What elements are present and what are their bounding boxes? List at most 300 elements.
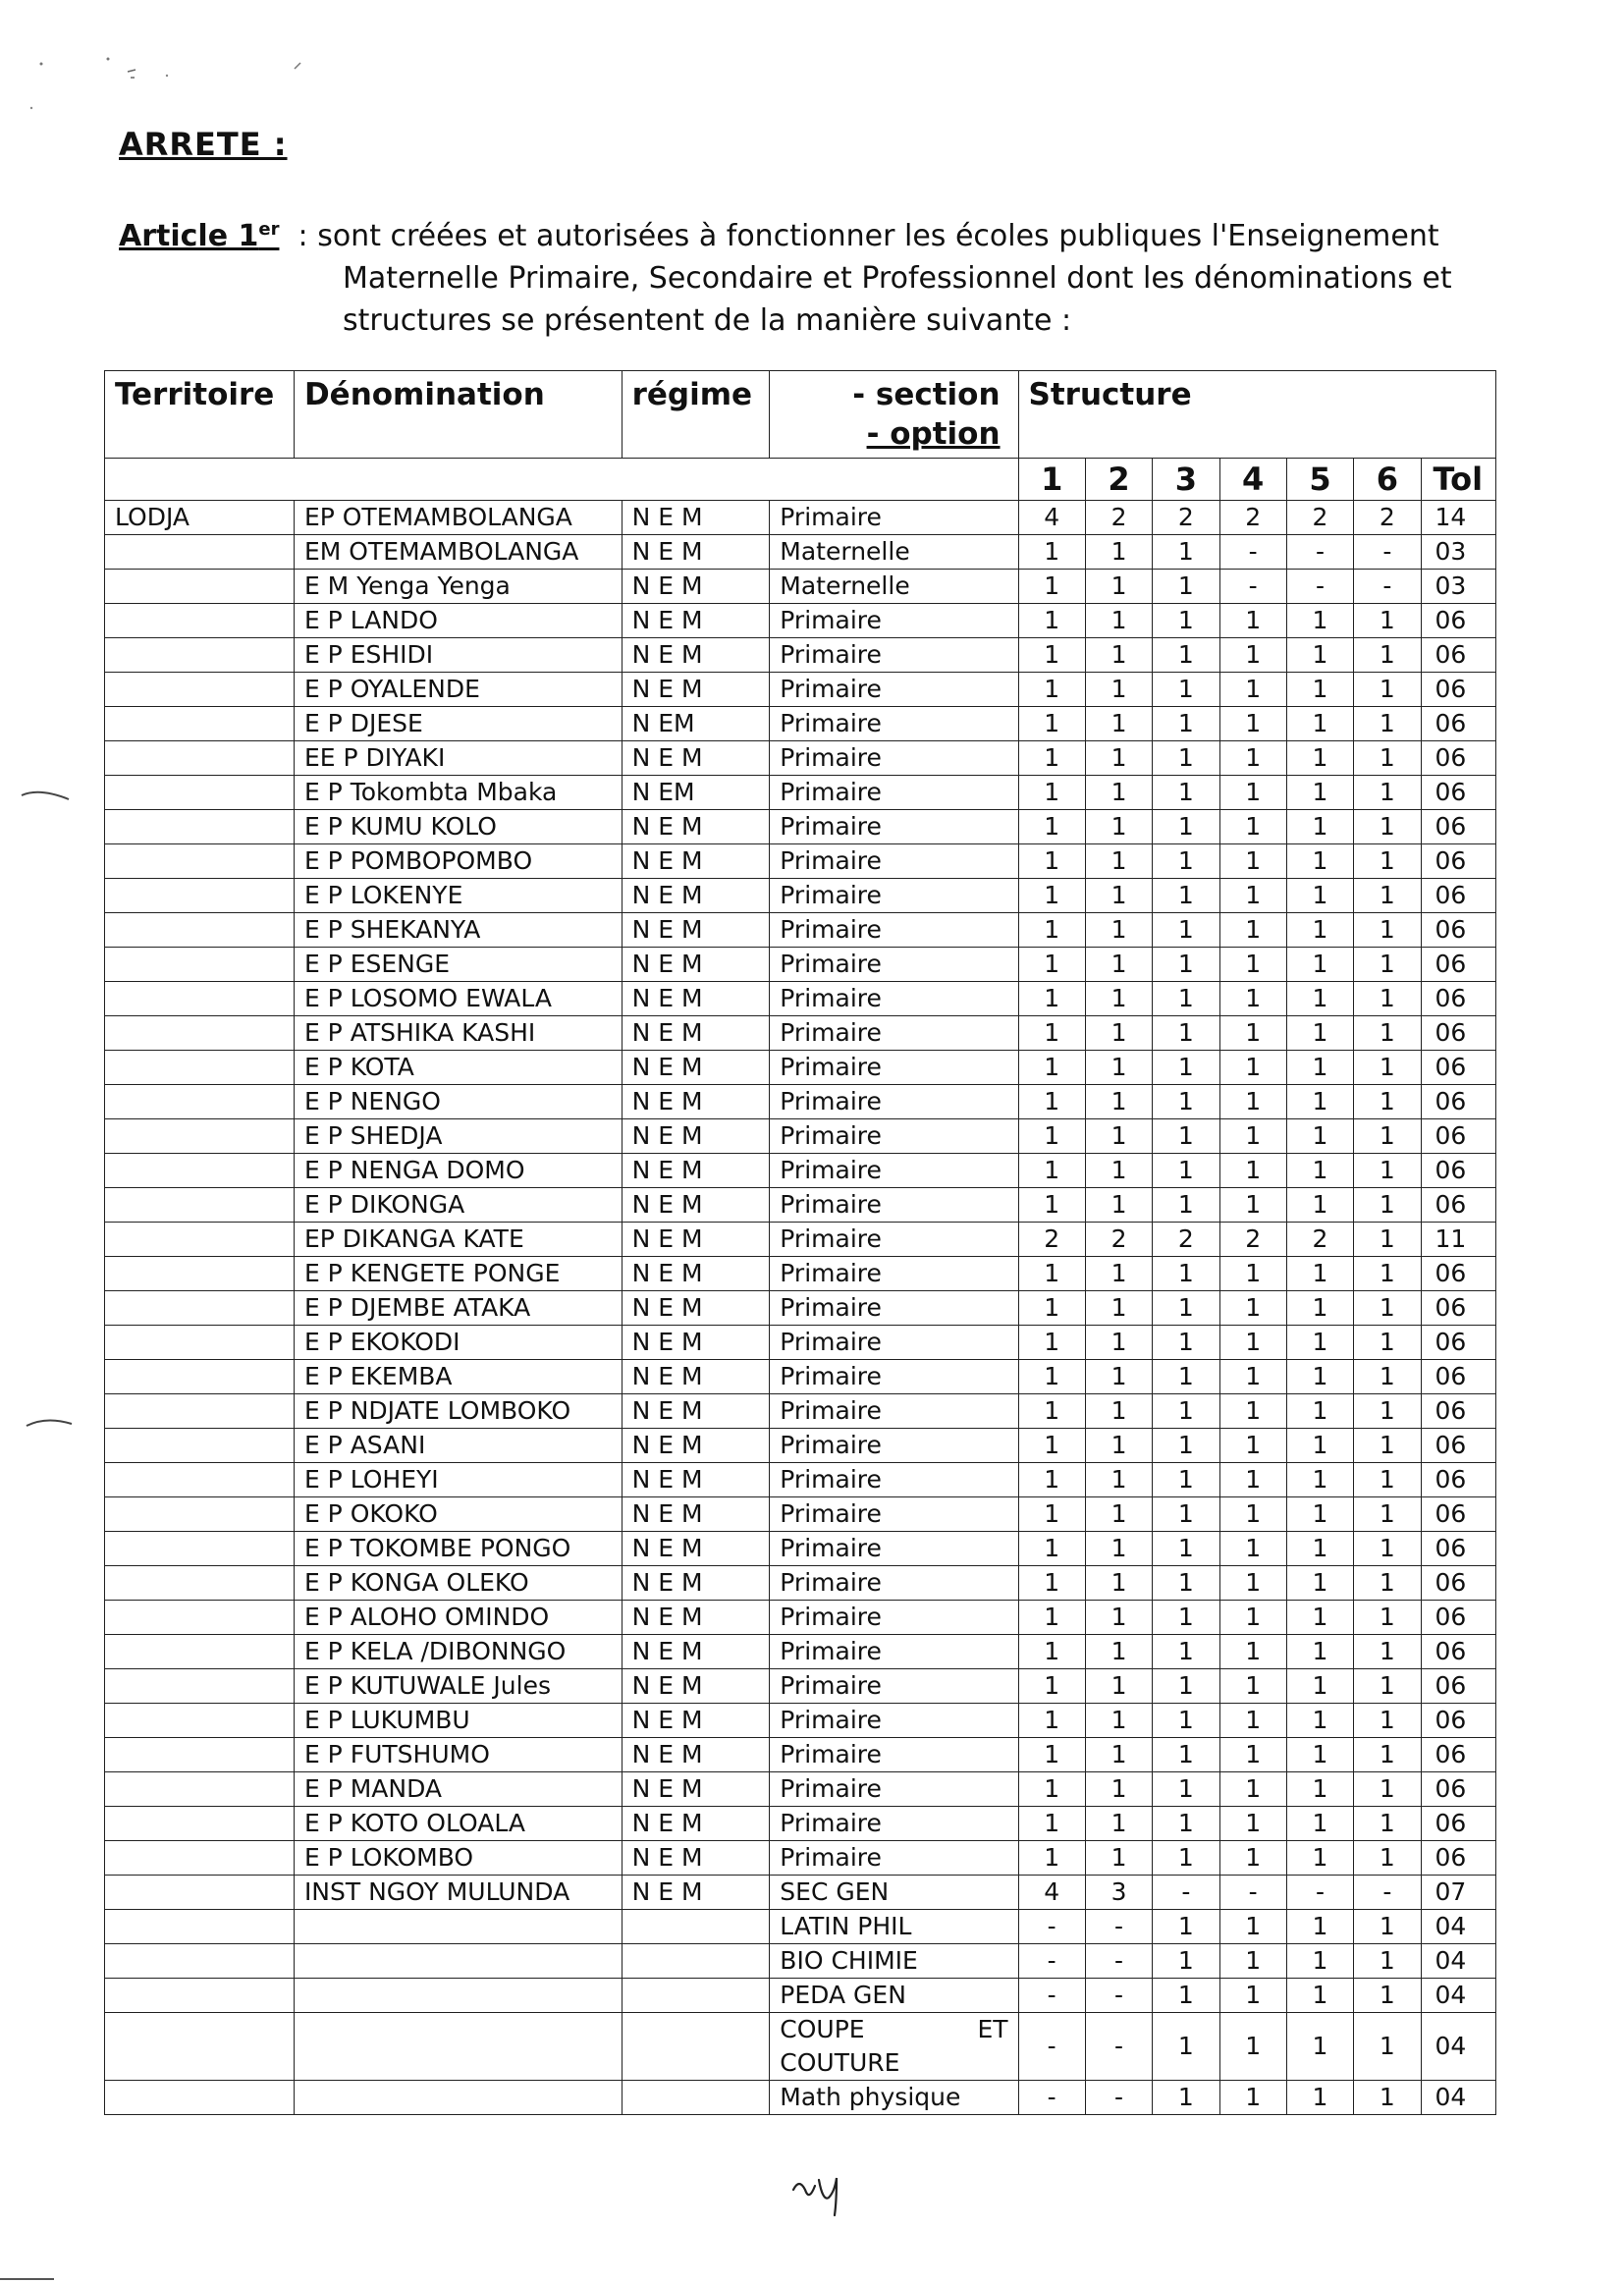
cell-structure-1: 1 [1018,1326,1085,1360]
cell-structure-5: 2 [1286,1223,1353,1257]
cell-structure-6: 1 [1354,1601,1421,1635]
cell-structure-2: 1 [1085,1188,1152,1223]
cell-regime: N E M [622,1326,770,1360]
cell-structure-5: - [1286,1876,1353,1910]
cell-denomination: E P LOKENYE [294,879,622,913]
cell-territoire [105,1669,295,1704]
cell-structure-6: 1 [1354,638,1421,673]
cell-regime [622,2081,770,2115]
cell-territoire [105,776,295,810]
cell-section: Primaire [770,1154,1018,1188]
table-row [105,1669,1496,1704]
cell-section: Primaire [770,604,1018,638]
cell-regime [622,1979,770,2013]
cell-section: Primaire [770,844,1018,879]
cell-denomination: E P EKEMBA [294,1360,622,1394]
cell-structure-5: 1 [1286,1463,1353,1497]
cell-section: Primaire [770,1360,1018,1394]
cell-denomination [294,1910,622,1944]
table-row [105,673,1496,707]
cell-section: Primaire [770,1463,1018,1497]
cell-structure-4: 1 [1219,1704,1286,1738]
cell-structure-3: 1 [1153,810,1219,844]
cell-structure-1: 1 [1018,982,1085,1016]
cell-structure-5: 1 [1286,1635,1353,1669]
cell-structure-1: 1 [1018,1704,1085,1738]
cell-structure-5: 1 [1286,1738,1353,1772]
cell-regime: N E M [622,1291,770,1326]
cell-structure-6: 1 [1354,1704,1421,1738]
cell-structure-2: 1 [1085,1016,1152,1051]
structure-col-5: 5 [1286,459,1353,501]
cell-structure-6: 1 [1354,913,1421,948]
cell-structure-6: 1 [1354,1738,1421,1772]
cell-structure-4: 1 [1219,810,1286,844]
cell-structure-3: 1 [1153,1016,1219,1051]
table-row [105,844,1496,879]
cell-structure-1: 1 [1018,913,1085,948]
cell-structure-5: 1 [1286,776,1353,810]
cell-total: 06 [1421,1669,1496,1704]
cell-structure-4: 1 [1219,913,1286,948]
cell-regime: N E M [622,1154,770,1188]
cell-structure-2: 1 [1085,879,1152,913]
cell-denomination: E P KOTA [294,1051,622,1085]
cell-structure-1: 1 [1018,1085,1085,1119]
cell-regime: N E M [622,535,770,570]
cell-structure-2: 1 [1085,741,1152,776]
cell-structure-6: 1 [1354,673,1421,707]
cell-structure-3: 1 [1153,1669,1219,1704]
cell-total: 04 [1421,1910,1496,1944]
cell-total: 06 [1421,1188,1496,1223]
cell-total: 06 [1421,1429,1496,1463]
structure-numbers-row [105,459,1496,501]
cell-structure-5: 1 [1286,1841,1353,1876]
cell-structure-3: 1 [1153,879,1219,913]
cell-structure-4: 1 [1219,2081,1286,2115]
table-row [105,1876,1496,1910]
cell-structure-4: 1 [1219,1188,1286,1223]
cell-structure-1: 1 [1018,1188,1085,1223]
cell-regime [622,1944,770,1979]
cell-regime: N E M [622,570,770,604]
cell-denomination: E P KOTO OLOALA [294,1807,622,1841]
cell-structure-1: 1 [1018,1635,1085,1669]
cell-denomination: E P KONGA OLEKO [294,1566,622,1601]
cell-denomination [294,1979,622,2013]
cell-regime: N E M [622,879,770,913]
cell-section: Maternelle [770,570,1018,604]
cell-regime: N E M [622,1016,770,1051]
cell-territoire [105,948,295,982]
cell-total: 04 [1421,2081,1496,2115]
cell-structure-6: 1 [1354,982,1421,1016]
cell-territoire [105,741,295,776]
cell-structure-3: 1 [1153,741,1219,776]
cell-structure-2: 1 [1085,913,1152,948]
cell-structure-3: 1 [1153,1394,1219,1429]
cell-structure-3: 1 [1153,1154,1219,1188]
cell-section: Primaire [770,1807,1018,1841]
cell-structure-5: 1 [1286,1944,1353,1979]
cell-structure-4: 1 [1219,2013,1286,2081]
cell-structure-4: 1 [1219,1772,1286,1807]
cell-territoire [105,1291,295,1326]
cell-regime: N E M [622,1223,770,1257]
cell-structure-2: 1 [1085,844,1152,879]
cell-territoire [105,1910,295,1944]
cell-section: Primaire [770,1291,1018,1326]
cell-section: Primaire [770,1601,1018,1635]
cell-structure-3: 1 [1153,1807,1219,1841]
cell-structure-3: 1 [1153,1188,1219,1223]
cell-structure-6: 1 [1354,1497,1421,1532]
cell-structure-2: 1 [1085,707,1152,741]
cell-structure-4: 1 [1219,1566,1286,1601]
table-row [105,1016,1496,1051]
cell-structure-5: 1 [1286,810,1353,844]
cell-territoire [105,1566,295,1601]
cell-section: Primaire [770,741,1018,776]
cell-structure-2: 2 [1085,501,1152,535]
cell-structure-6: 1 [1354,1532,1421,1566]
cell-structure-5: 2 [1286,501,1353,535]
cell-denomination: E P ASANI [294,1429,622,1463]
table-row [105,2013,1496,2081]
cell-structure-4: 1 [1219,1291,1286,1326]
cell-section: Primaire [770,1085,1018,1119]
cell-section: Primaire [770,1497,1018,1532]
cell-structure-3: 1 [1153,1910,1219,1944]
cell-structure-2: - [1085,1979,1152,2013]
cell-regime: N E M [622,1772,770,1807]
cell-structure-3: 1 [1153,776,1219,810]
cell-denomination: E P SHEDJA [294,1119,622,1154]
cell-denomination [294,1944,622,1979]
cell-structure-6: 1 [1354,707,1421,741]
cell-total: 06 [1421,1326,1496,1360]
cell-structure-6: 1 [1354,1154,1421,1188]
cell-structure-6: 1 [1354,1085,1421,1119]
cell-total: 06 [1421,1497,1496,1532]
cell-denomination: EP DIKANGA KATE [294,1223,622,1257]
cell-structure-6: 1 [1354,1051,1421,1085]
cell-denomination: E P DIKONGA [294,1188,622,1223]
cell-structure-1: 1 [1018,1291,1085,1326]
table-row [105,1291,1496,1326]
cell-structure-2: 1 [1085,1085,1152,1119]
cell-structure-1: 1 [1018,1429,1085,1463]
cell-structure-2: 1 [1085,1360,1152,1394]
cell-denomination: E P NDJATE LOMBOKO [294,1394,622,1429]
cell-total: 04 [1421,1944,1496,1979]
cell-regime: N E M [622,1669,770,1704]
cell-structure-4: - [1219,1876,1286,1910]
cell-section: Maternelle [770,535,1018,570]
cell-section: Primaire [770,1772,1018,1807]
cell-structure-6: 2 [1354,501,1421,535]
cell-structure-3: 1 [1153,2013,1219,2081]
cell-structure-5: 1 [1286,707,1353,741]
cell-denomination: E P KUMU KOLO [294,810,622,844]
table-row [105,1360,1496,1394]
cell-total: 06 [1421,948,1496,982]
cell-structure-5: - [1286,535,1353,570]
cell-total: 06 [1421,1532,1496,1566]
cell-territoire [105,1394,295,1429]
cell-structure-4: 1 [1219,1463,1286,1497]
cell-structure-5: 1 [1286,1601,1353,1635]
cell-regime: N E M [622,1360,770,1394]
footer-line [0,2276,59,2282]
cell-total: 06 [1421,1601,1496,1635]
table-row [105,879,1496,913]
cell-regime: N E M [622,1394,770,1429]
cell-structure-2: 1 [1085,1704,1152,1738]
cell-structure-3: 1 [1153,707,1219,741]
cell-structure-3: 1 [1153,673,1219,707]
cell-structure-1: 1 [1018,1119,1085,1154]
cell-section: LATIN PHIL [770,1910,1018,1944]
cell-structure-2: 1 [1085,570,1152,604]
cell-structure-1: 1 [1018,535,1085,570]
header-territoire: Territoire [105,371,295,459]
cell-structure-1: 1 [1018,1051,1085,1085]
cell-regime: N E M [622,638,770,673]
cell-structure-4: 1 [1219,604,1286,638]
cell-structure-3: 1 [1153,1635,1219,1669]
cell-structure-5: 1 [1286,1016,1353,1051]
table-row [105,1326,1496,1360]
cell-structure-6: - [1354,1876,1421,1910]
cell-structure-2: 1 [1085,638,1152,673]
header-structure: Structure [1018,371,1495,459]
cell-structure-5: 1 [1286,1910,1353,1944]
cell-regime: N E M [622,1257,770,1291]
cell-total: 11 [1421,1223,1496,1257]
cell-territoire [105,1085,295,1119]
cell-territoire [105,1463,295,1497]
cell-structure-3: 1 [1153,1738,1219,1772]
cell-structure-2: 1 [1085,1841,1152,1876]
cell-denomination: E P NENGA DOMO [294,1154,622,1188]
cell-structure-6: 1 [1354,604,1421,638]
cell-regime: N E M [622,1429,770,1463]
cell-structure-6: 1 [1354,1360,1421,1394]
cell-structure-4: 2 [1219,501,1286,535]
cell-section: Primaire [770,501,1018,535]
cell-structure-5: 1 [1286,1394,1353,1429]
cell-structure-6: 1 [1354,1669,1421,1704]
cell-structure-4: 1 [1219,1910,1286,1944]
structure-col-4: 4 [1219,459,1286,501]
cell-structure-2: 1 [1085,604,1152,638]
table-row [105,707,1496,741]
table-row [105,1257,1496,1291]
cell-total: 06 [1421,879,1496,913]
cell-structure-4: 1 [1219,1119,1286,1154]
cell-structure-3: 1 [1153,1772,1219,1807]
cell-structure-6: 1 [1354,1291,1421,1326]
cell-total: 06 [1421,1257,1496,1291]
cell-total: 06 [1421,844,1496,879]
cell-structure-5: 1 [1286,1154,1353,1188]
cell-structure-4: 1 [1219,1497,1286,1532]
table-row [105,1910,1496,1944]
cell-structure-1: 1 [1018,1394,1085,1429]
cell-structure-4: 1 [1219,1429,1286,1463]
cell-territoire [105,570,295,604]
cell-structure-6: 1 [1354,810,1421,844]
cell-structure-3: 1 [1153,913,1219,948]
cell-structure-4: 1 [1219,673,1286,707]
cell-structure-1: 1 [1018,776,1085,810]
cell-section: Primaire [770,1188,1018,1223]
cell-structure-4: 1 [1219,844,1286,879]
cell-structure-4: 1 [1219,1394,1286,1429]
cell-denomination: E P Tokombta Mbaka [294,776,622,810]
cell-section: Primaire [770,1566,1018,1601]
table-row [105,1497,1496,1532]
cell-structure-4: 1 [1219,1841,1286,1876]
cell-regime: N E M [622,1841,770,1876]
cell-structure-4: 1 [1219,1326,1286,1360]
cell-denomination: E P EKOKODI [294,1326,622,1360]
cell-denomination: E P LOHEYI [294,1463,622,1497]
cell-structure-4: 1 [1219,1635,1286,1669]
cell-structure-3: 1 [1153,604,1219,638]
cell-regime: N E M [622,741,770,776]
cell-structure-2: 1 [1085,810,1152,844]
cell-structure-5: 1 [1286,638,1353,673]
cell-structure-2: 1 [1085,1257,1152,1291]
cell-structure-1: 1 [1018,810,1085,844]
cell-structure-3: 1 [1153,1291,1219,1326]
cell-structure-2: - [1085,1910,1152,1944]
table-row [105,2081,1496,2115]
table-row [105,501,1496,535]
cell-structure-5: 1 [1286,1326,1353,1360]
cell-total: 06 [1421,913,1496,948]
cell-denomination: E P DJESE [294,707,622,741]
cell-structure-5: 1 [1286,1360,1353,1394]
cell-denomination: E P KENGETE PONGE [294,1257,622,1291]
cell-structure-6: - [1354,570,1421,604]
structure-col-6: 6 [1354,459,1421,501]
table-row [105,1085,1496,1119]
cell-structure-6: 1 [1354,776,1421,810]
cell-structure-6: 1 [1354,1326,1421,1360]
cell-total: 06 [1421,1463,1496,1497]
cell-structure-1: 1 [1018,1154,1085,1188]
cell-denomination: E P LOSOMO EWALA [294,982,622,1016]
cell-denomination: E P POMBOPOMBO [294,844,622,879]
cell-section: Primaire [770,1223,1018,1257]
cell-territoire [105,1772,295,1807]
cell-denomination: E P ALOHO OMINDO [294,1601,622,1635]
cell-structure-2: 1 [1085,535,1152,570]
cell-section-word-2: ET [977,2015,1008,2043]
cell-structure-1: 1 [1018,673,1085,707]
cell-structure-1: 1 [1018,1841,1085,1876]
cell-territoire [105,810,295,844]
cell-total: 06 [1421,1841,1496,1876]
cell-total: 06 [1421,1360,1496,1394]
cell-structure-6: 1 [1354,1635,1421,1669]
table-row [105,1532,1496,1566]
cell-denomination: E P TOKOMBE PONGO [294,1532,622,1566]
table-row [105,741,1496,776]
cell-denomination: E P KUTUWALE Jules [294,1669,622,1704]
cell-denomination: E P DJEMBE ATAKA [294,1291,622,1326]
cell-structure-1: 1 [1018,1497,1085,1532]
cell-regime: N E M [622,1635,770,1669]
cell-territoire [105,1051,295,1085]
cell-regime: N E M [622,1601,770,1635]
cell-structure-3: 1 [1153,1429,1219,1463]
table-row [105,1807,1496,1841]
cell-structure-1: - [1018,1910,1085,1944]
cell-structure-1: 1 [1018,1257,1085,1291]
cell-structure-2: 1 [1085,1429,1152,1463]
cell-structure-6: 1 [1354,741,1421,776]
cell-structure-2: 1 [1085,1326,1152,1360]
cell-structure-2: 1 [1085,1532,1152,1566]
cell-denomination [294,2013,622,2081]
cell-territoire [105,1360,295,1394]
cell-section: Primaire [770,707,1018,741]
cell-structure-2: 1 [1085,776,1152,810]
cell-structure-4: 1 [1219,1016,1286,1051]
cell-regime: N EM [622,707,770,741]
cell-section: Primaire [770,1394,1018,1429]
cell-structure-3: 1 [1153,638,1219,673]
cell-structure-2: 1 [1085,673,1152,707]
cell-total: 06 [1421,1704,1496,1738]
cell-structure-6: 1 [1354,879,1421,913]
cell-regime: N E M [622,1188,770,1223]
cell-denomination: E P ESENGE [294,948,622,982]
cell-section-line-2: COUTURE [780,2048,900,2077]
cell-structure-6: 1 [1354,1394,1421,1429]
cell-section: PEDA GEN [770,1979,1018,2013]
table-row [105,913,1496,948]
cell-regime: N EM [622,776,770,810]
cell-territoire [105,982,295,1016]
cell-structure-4: 1 [1219,1532,1286,1566]
cell-structure-1: 4 [1018,501,1085,535]
cell-structure-3: 1 [1153,1085,1219,1119]
cell-total: 06 [1421,741,1496,776]
cell-structure-6: 1 [1354,1841,1421,1876]
cell-territoire [105,1876,295,1910]
cell-total: 06 [1421,776,1496,810]
cell-regime: N E M [622,913,770,948]
table-row [105,1463,1496,1497]
cell-section: BIO CHIMIE [770,1944,1018,1979]
cell-structure-3: 1 [1153,1841,1219,1876]
cell-total: 06 [1421,1051,1496,1085]
cell-structure-6: 1 [1354,1463,1421,1497]
cell-structure-2: 1 [1085,1497,1152,1532]
cell-structure-4: 1 [1219,776,1286,810]
table-row [105,1979,1496,2013]
cell-territoire [105,1944,295,1979]
table-row [105,1394,1496,1429]
cell-section: Primaire [770,1841,1018,1876]
cell-structure-4: 1 [1219,1051,1286,1085]
